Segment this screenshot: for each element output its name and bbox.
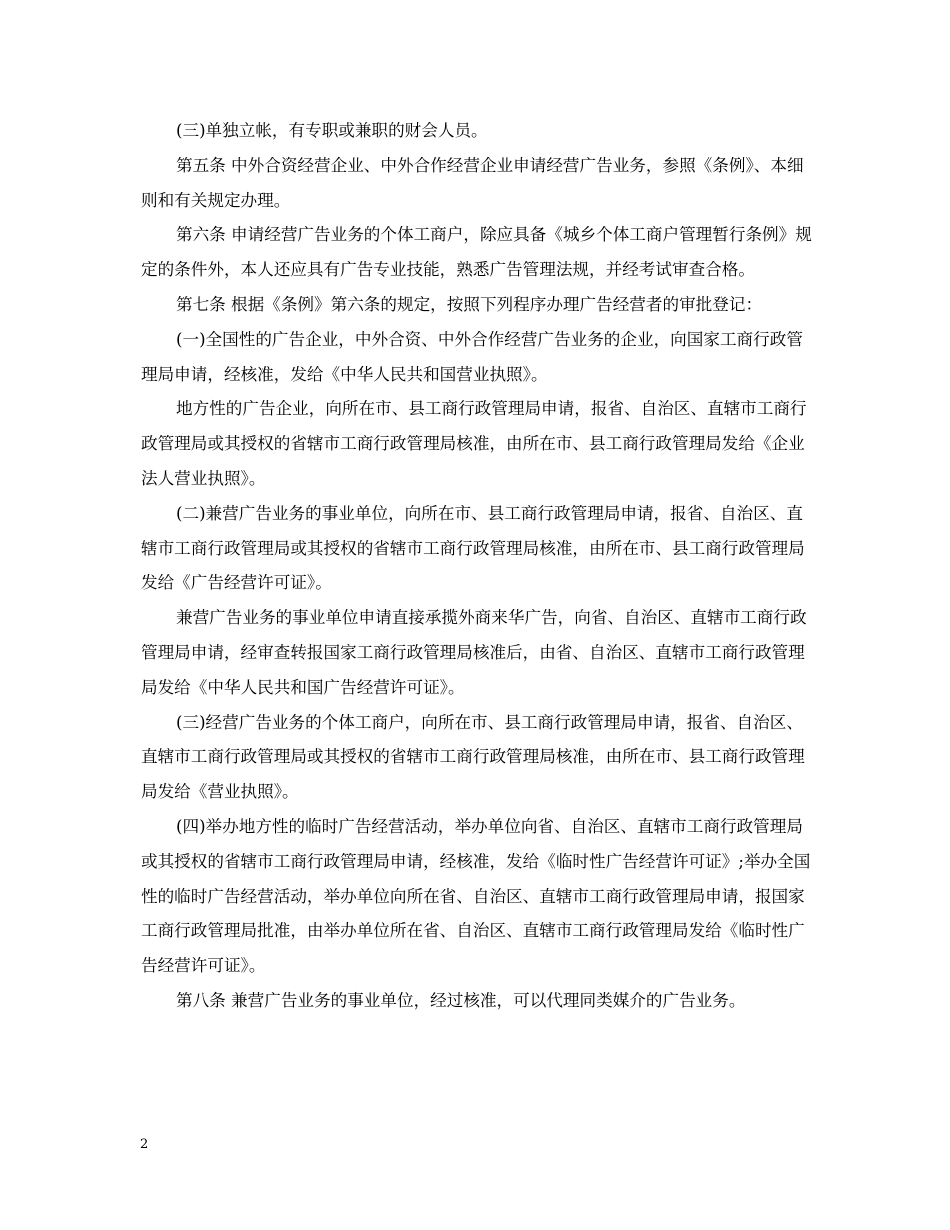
paragraph-foreign-advertising: 兼营广告业务的事业单位申请直接承揽外商来华广告，向省、自治区、直辖市工商行政管理局申请，经审查转报国家工商行政管理局核准后，由省、自治区、直辖市工商行政管理局发给《中华人民共和国广告经营许可证》。: [141, 608, 807, 697]
paragraph-article-8: 第八条 兼营广告业务的事业单位，经过核准，可以代理同类媒介的广告业务。: [176, 990, 746, 1010]
page-number: 2: [140, 1137, 149, 1152]
paragraph-article-7: 第七条 根据《条例》第六条的规定，按照下列程序办理广告经营者的审批登记：: [176, 294, 763, 314]
paragraph-article-5: 第五条 中外合资经营企业、中外合作经营企业申请经营广告业务，参照《条例》、本细则和有关规定办理。: [141, 155, 804, 210]
paragraph-item-4: (四)举办地方性的临时广告经营活动，举办单位向省、自治区、直辖市工商行政管理局或其授权的省辖市工商行政管理局申请，经核准，发给《临时性广告经营许可证》;举办全国性的临时广告经营活动，举办单位向所在省、自治区、直辖市工商行政管理局申请，报国家工商行政管理局批准，由举办单位所在省、自治区、直辖市工商行政管理局发给《临时性广告经营许可证》。: [141, 816, 811, 976]
paragraph-item-1: (一)全国性的广告企业，中外合资、中外合作经营广告业务的企业，向国家工商行政管理局申请，经核准，发给《中华人民共和国营业执照》。: [141, 329, 803, 384]
paragraph-item-2: (二)兼营广告业务的事业单位，向所在市、县工商行政管理局申请，报省、自治区、直辖市工商行政管理局或其授权的省辖市工商行政管理局核准，由所在市、县工商行政管理局发给《广告经营许可证》。: [141, 503, 805, 593]
paragraph-item-3: (三)单独立帐，有专职或兼职的财会人员。: [176, 121, 488, 140]
paragraph-item-3-individual: (三)经营广告业务的个体工商户，向所在市、县工商行政管理局申请，报省、自治区、直辖市工商行政管理局或其授权的省辖市工商行政管理局核准，由所在市、县工商行政管理局发给《营业执照》。: [141, 712, 805, 802]
paragraph-article-6: 第六条 申请经营广告业务的个体工商户，除应具备《城乡个体工商户管理暂行条例》规定的条件外，本人还应具有广告专业技能，熟悉广告管理法规，并经考试审查合格。: [141, 225, 812, 280]
document-body: [141, 114, 813, 1019]
paragraph-local-enterprise: 地方性的广告企业，向所在市、县工商行政管理局申请，报省、自治区、直辖市工商行政管理局或其授权的省辖市工商行政管理局核准，由所在市、县工商行政管理局发给《企业法人营业执照》。: [141, 399, 807, 488]
